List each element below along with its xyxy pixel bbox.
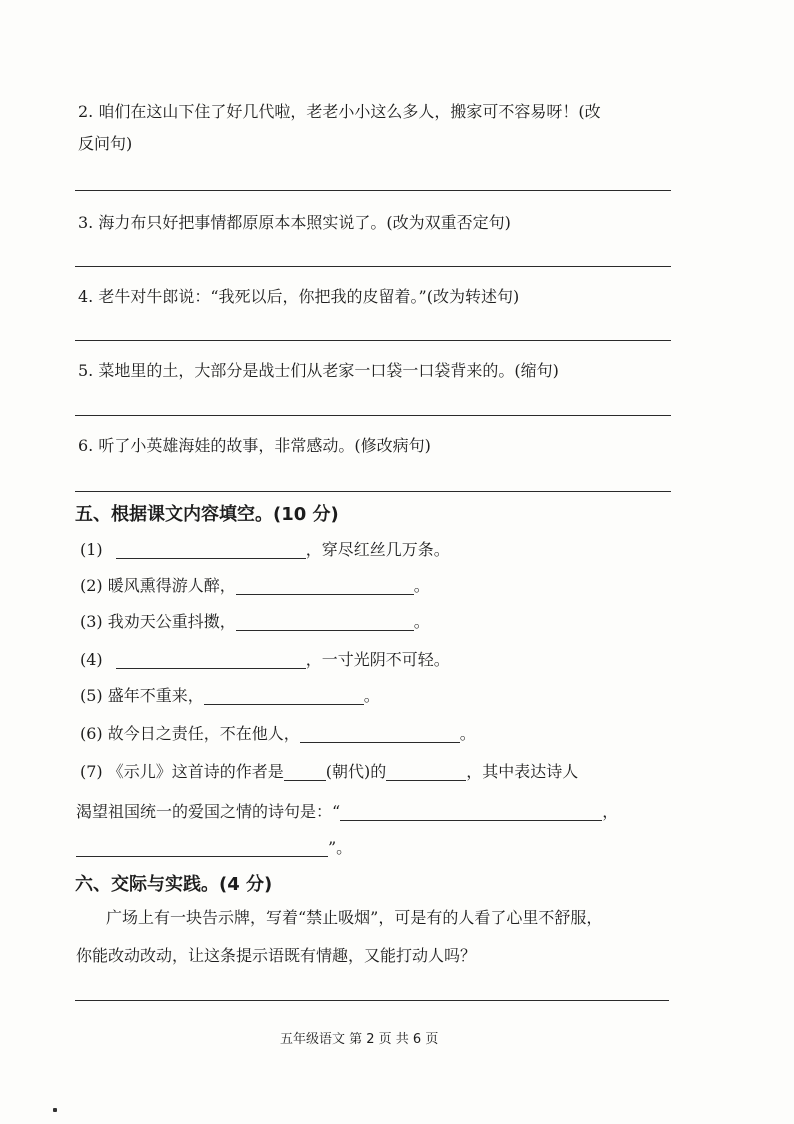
fill-item-6-text: 故今日之责任，不在他人，: [107, 724, 300, 743]
fill-item-3: [80, 610, 430, 634]
fill-item-7-text-b: (朝代)的: [325, 762, 387, 781]
fill-item-6-end: 。: [459, 724, 476, 743]
fill-item-7-line-2-text: 渴望祖国统一的爱国之情的诗句是：“: [76, 802, 341, 821]
fill-item-6-number: (6): [80, 724, 103, 743]
fill-item-3-end: 。: [413, 612, 430, 631]
q4-item-4: 4. 老牛对牛郎说：“我死以后，你把我的皮留着。”(改为转述句): [78, 287, 520, 306]
section-6-title: 六、交际与实践。(4 分): [75, 874, 273, 895]
fill-item-6: [80, 722, 476, 746]
answer-line-3[interactable]: [75, 266, 671, 267]
fill-blank-7-verse-1[interactable]: [340, 802, 602, 821]
fill-item-7-end: ”。: [328, 838, 353, 857]
fill-blank-1[interactable]: [116, 540, 306, 559]
q4-item-2-line-1: 2. 咱们在这山下住了好几代啦，老老小小这么多人，搬家可不容易呀！(改: [78, 102, 601, 121]
fill-blank-7-author[interactable]: [284, 762, 326, 781]
answer-line-2[interactable]: [75, 190, 671, 191]
fill-blank-2[interactable]: [236, 576, 414, 595]
fill-item-4-number: (4): [80, 650, 103, 669]
answer-line-4[interactable]: [75, 340, 671, 341]
fill-item-1: [80, 538, 450, 562]
fill-blank-4[interactable]: [116, 650, 306, 669]
fill-item-7-line-3: [76, 836, 352, 860]
fill-blank-7-verse-2[interactable]: [76, 838, 328, 857]
fill-item-5-end: 。: [363, 686, 380, 705]
page-footer: 五年级语文 第 2 页 共 6 页: [280, 1032, 439, 1047]
q4-item-2-line-2: 反问句): [78, 134, 133, 153]
fill-item-2-text: 暖风熏得游人醉，: [107, 576, 236, 595]
fill-item-7-text-c: ，其中表达诗人: [466, 762, 579, 781]
fill-item-4-text: ，一寸光阴不可轻。: [305, 650, 450, 669]
fill-blank-7-dynasty[interactable]: [386, 762, 466, 781]
fill-item-7-comma: ，: [602, 802, 619, 821]
q4-item-3: 3. 海力布只好把事情都原原本本照实说了。(改为双重否定句): [78, 213, 511, 232]
q4-item-6: 6. 听了小英雄海娃的故事，非常感动。(修改病句): [78, 436, 431, 455]
q6-prompt-line-1: 广场上有一块告示牌，写着“禁止吸烟”，可是有的人看了心里不舒服，: [106, 908, 603, 927]
answer-line-6[interactable]: [75, 491, 671, 492]
fill-item-5-text: 盛年不重来，: [107, 686, 204, 705]
fill-item-2-end: 。: [413, 576, 430, 595]
fill-item-2: [80, 574, 430, 598]
fill-blank-5[interactable]: [204, 686, 364, 705]
fill-item-1-text: ，穿尽红丝几万条。: [305, 540, 450, 559]
fill-item-5: [80, 684, 380, 708]
fill-item-7-line-2: [76, 800, 618, 824]
fill-item-7-text-a: 《示儿》这首诗的作者是: [107, 762, 284, 781]
fill-item-2-number: (2): [80, 576, 103, 595]
fill-item-4: [80, 648, 450, 672]
q6-prompt-line-2: 你能改动改动，让这条提示语既有情趣，又能打动人吗？: [76, 946, 477, 965]
fill-item-7-line-1: [80, 760, 578, 784]
q4-item-5: 5. 菜地里的土，大部分是战士们从老家一口袋一口袋背来的。(缩句): [78, 361, 559, 380]
answer-line-q6[interactable]: [75, 1000, 669, 1001]
answer-line-5[interactable]: [75, 415, 671, 416]
section-5-title: 五、根据课文内容填空。(10 分): [75, 504, 339, 525]
scan-speck: [53, 1108, 57, 1112]
fill-item-3-number: (3): [80, 612, 103, 631]
fill-item-5-number: (5): [80, 686, 103, 705]
fill-item-1-number: (1): [80, 540, 103, 559]
fill-item-7-number: (7): [80, 762, 103, 781]
fill-blank-6[interactable]: [300, 724, 460, 743]
fill-item-3-text: 我劝天公重抖擞，: [107, 612, 236, 631]
fill-blank-3[interactable]: [236, 612, 414, 631]
